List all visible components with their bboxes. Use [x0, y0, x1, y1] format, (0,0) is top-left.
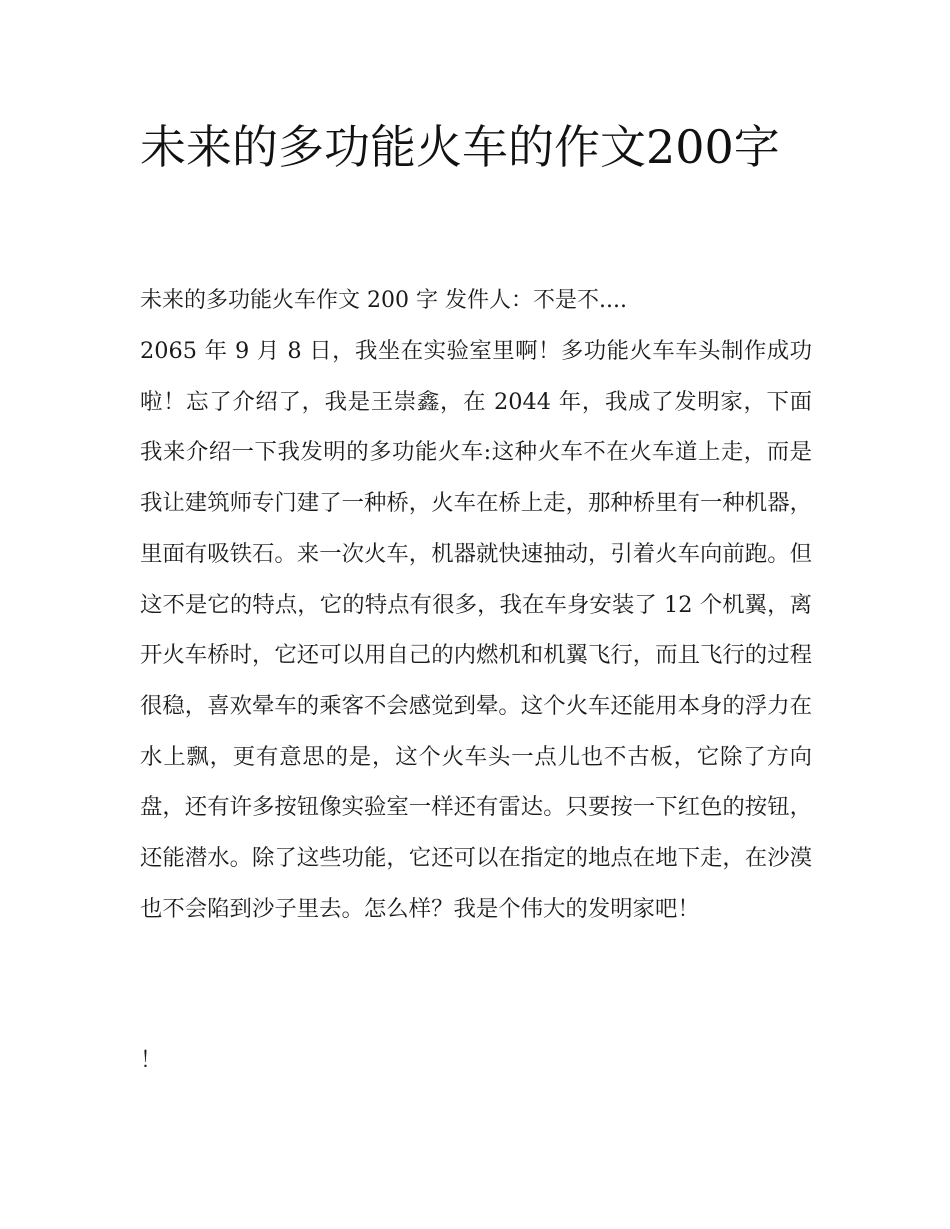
- document-trailing-mark: ！: [140, 1048, 163, 1073]
- document-meta-line: 未来的多功能火车作文 200 字 发件人：不是不....: [140, 288, 627, 313]
- document-title: 未来的多功能火车的作文200字: [140, 120, 780, 174]
- document-body-paragraph: 2065 年 9 月 8 日，我坐在实验室里啊！多功能火车车头制作成功啦！忘了介绍了，我是王崇鑫，在 2044 年，我成了发明家，下面我来介绍一下我发明的多功能火车:这种火车不在火车道上走，而是我让建筑师专门建了一种桥，火车在桥上走，那种桥里有一种机器，里面有吸铁石。来一次火车，机器就快速抽动，引着火车向前跑。但这不是它的特点，它的特点有很多，我在车身安装了 12 个机翼，离开火车桥时，它还可以用自己的内燃机和机翼飞行，而且飞行的过程很稳，喜欢晕车的乘客不会感觉到晕。这个火车还能用本身的浮力在水上飘，更有意思的是，这个火车头一点儿也不古板，它除了方向盘，还有许多按钮像实验室一样还有雷达。只要按一下红色的按钮，还能潜水。除了这些功能，它还可以在指定的地点在地下走，在沙漠也不会陷到沙子里去。怎么样？我是个伟大的发明家吧！: [140, 338, 812, 922]
